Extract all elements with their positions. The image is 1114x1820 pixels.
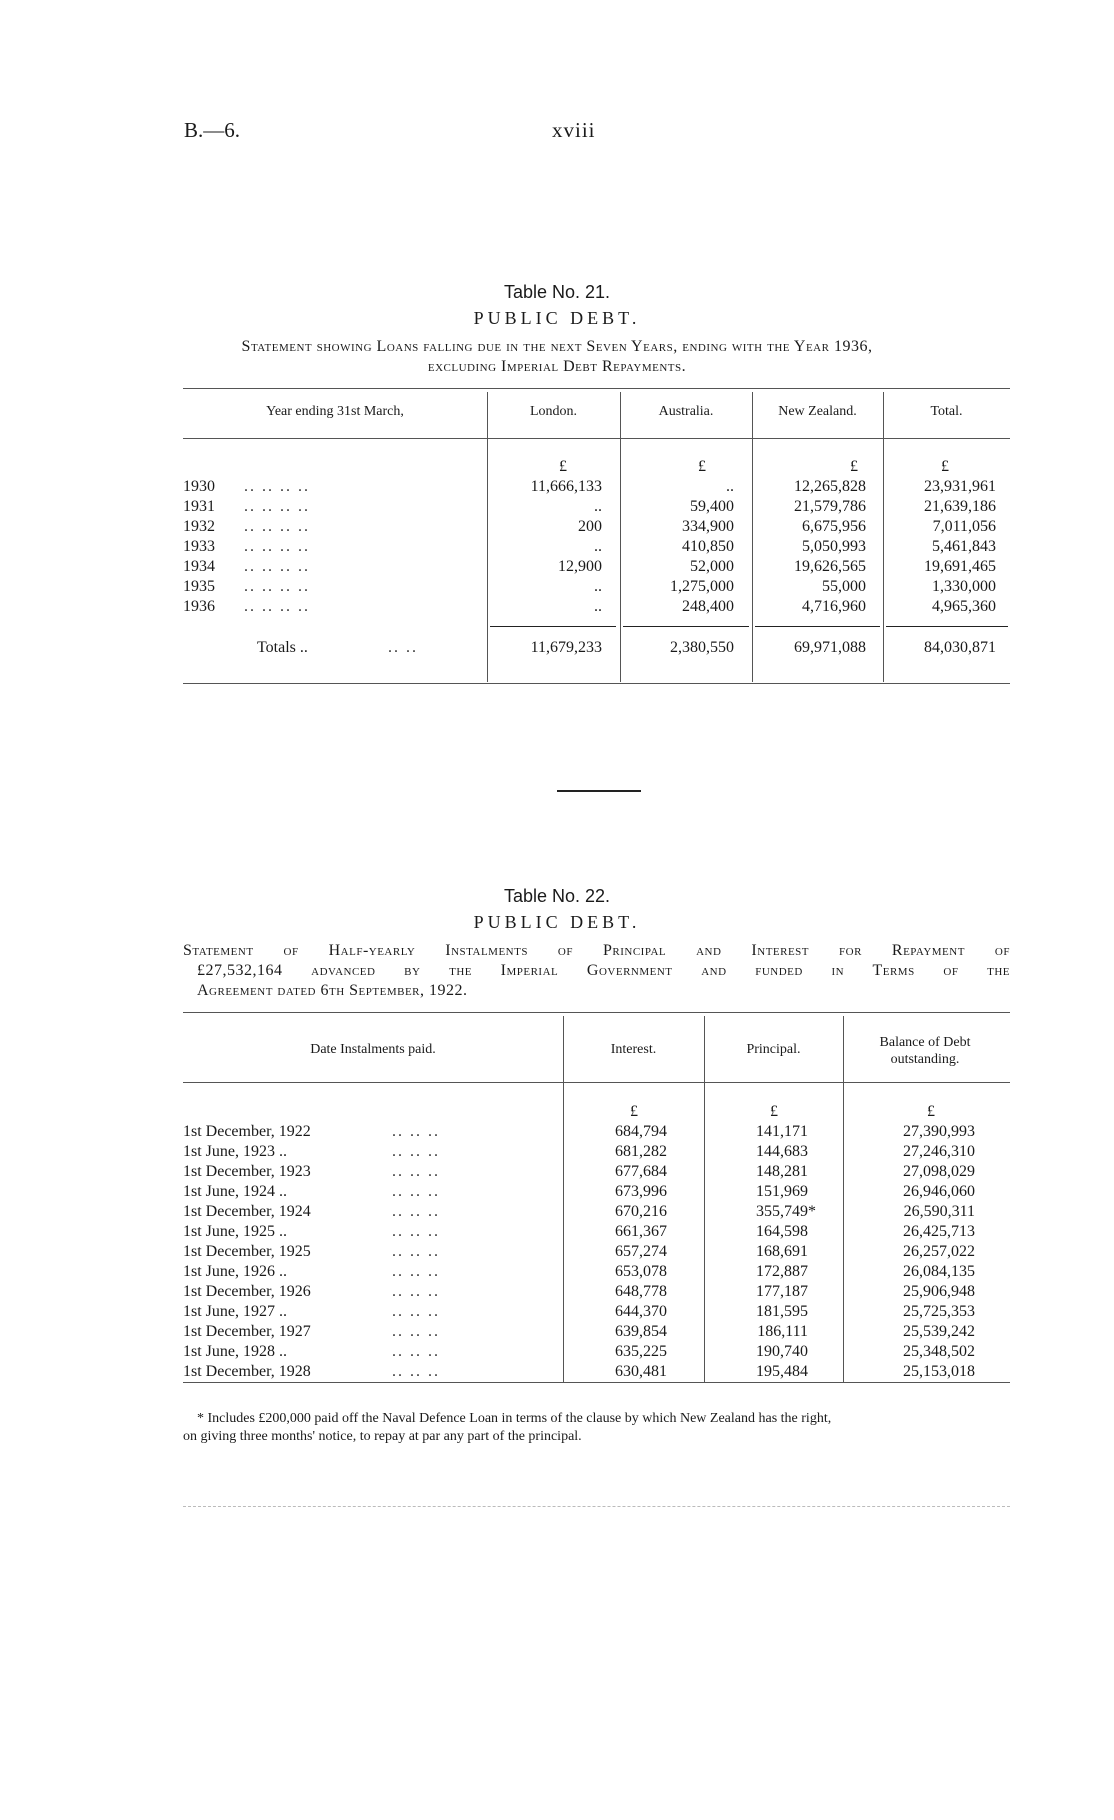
balance-value: 25,348,502 [903, 1343, 975, 1360]
total-separator [490, 626, 616, 627]
nz-value: 55,000 [822, 578, 866, 595]
principal-value: 186,111 [757, 1323, 808, 1340]
page-bottom-rule [183, 1506, 1010, 1507]
currency-symbol: £ [941, 458, 949, 475]
principal-value: 355,749* [756, 1203, 816, 1220]
table-22-header-balance: Balance of Debt outstanding. [879, 1035, 971, 1067]
principal-value: 195,484 [756, 1363, 808, 1380]
interest-value: 661,367 [615, 1223, 667, 1240]
instalment-date: 1st June, 1925 .. [183, 1223, 287, 1240]
total-value: 21,639,186 [924, 498, 996, 515]
interest-value: 684,794 [615, 1123, 667, 1140]
table-22-header-rule [183, 1082, 1010, 1083]
table-21-number: Table No. 21. [503, 282, 611, 302]
leader-dots: .. .. .. [392, 1263, 440, 1280]
currency-symbol: £ [850, 458, 858, 475]
interest-value: 635,225 [615, 1343, 667, 1360]
table-21-caption-2: excluding Imperial Debt Repayments. [427, 358, 687, 375]
balance-value: 25,539,242 [903, 1323, 975, 1340]
balance-value: 26,257,022 [903, 1243, 975, 1260]
total-value: 23,931,961 [924, 478, 996, 495]
interest-value: 657,274 [615, 1243, 667, 1260]
principal-value: 141,171 [756, 1123, 808, 1140]
interest-value: 673,996 [615, 1183, 667, 1200]
balance-value: 27,246,310 [903, 1143, 975, 1160]
interest-value: 681,282 [615, 1143, 667, 1160]
australia-value: 59,400 [690, 498, 734, 515]
leader-dots: .. .. .. [392, 1163, 440, 1180]
principal-value: 190,740 [756, 1343, 808, 1360]
footnote-line-2: on giving three months' notice, to repay at par any part of the principal. [183, 1429, 582, 1444]
nz-value: 5,050,993 [802, 538, 866, 555]
leader-dots: .. .. .. .. [244, 498, 310, 515]
leader-dots: .. .. .. [392, 1323, 440, 1340]
instalment-date: 1st December, 1924 [183, 1203, 311, 1220]
total-value: 7,011,056 [932, 518, 996, 535]
total-value: 19,691,465 [924, 558, 996, 575]
principal-value: 172,887 [756, 1263, 808, 1280]
year: 1933 [183, 538, 215, 555]
interest-value: 653,078 [615, 1263, 667, 1280]
instalment-date: 1st June, 1926 .. [183, 1263, 287, 1280]
instalment-date: 1st June, 1928 .. [183, 1343, 287, 1360]
currency-symbol: £ [559, 458, 567, 475]
australia-value: 410,850 [682, 538, 734, 555]
section-divider [557, 790, 641, 792]
table-21-header-london: London. [529, 404, 578, 419]
total-value: 5,461,843 [932, 538, 996, 555]
table-21-bottom-rule [183, 683, 1010, 684]
leader-dots: .. .. .. .. [244, 518, 310, 535]
interest-value: 670,216 [615, 1203, 667, 1220]
balance-value: 26,084,135 [903, 1263, 975, 1280]
balance-value: 27,390,993 [903, 1123, 975, 1140]
nz-value: 6,675,956 [802, 518, 866, 535]
leader-dots: .. .. [388, 639, 418, 656]
instalment-date: 1st December, 1928 [183, 1363, 311, 1380]
balance-value: 26,590,311 [903, 1203, 975, 1220]
principal-value: 177,187 [756, 1283, 808, 1300]
london-value: .. [594, 498, 602, 515]
leader-dots: .. .. .. [392, 1363, 440, 1380]
table-21-header-rule [183, 438, 1010, 439]
principal-value: 164,598 [756, 1223, 808, 1240]
london-value: 11,666,133 [530, 478, 602, 495]
total-value: 4,965,360 [932, 598, 996, 615]
footnote-line-1: * Includes £200,000 paid off the Naval Defence Loan in terms of the clause by which New Zealand has the right, [197, 1411, 832, 1426]
year: 1932 [183, 518, 215, 535]
australia-value: 52,000 [690, 558, 734, 575]
table-21-header-australia: Australia. [658, 404, 714, 419]
australia-value: 334,900 [682, 518, 734, 535]
leader-dots: .. .. .. [392, 1203, 440, 1220]
year: 1931 [183, 498, 215, 515]
australia-value: 1,275,000 [670, 578, 734, 595]
table-22-header-principal: Principal. [746, 1042, 801, 1057]
interest-value: 639,854 [615, 1323, 667, 1340]
leader-dots: .. .. .. .. [244, 538, 310, 555]
leader-dots: .. .. .. [392, 1243, 440, 1260]
london-value: .. [594, 538, 602, 555]
table-22-number: Table No. 22. [503, 886, 611, 906]
table-22-caption-1: Statement of Half-yearly Instalments of Principal and Interest for Repayment of [183, 942, 1010, 959]
leader-dots: .. .. .. [392, 1183, 440, 1200]
table-21-header-year: Year ending 31st March, [266, 404, 404, 419]
nz-value: 12,265,828 [794, 478, 866, 495]
australia-total: 2,380,550 [670, 639, 734, 656]
grand-total: 84,030,871 [924, 639, 996, 656]
leader-dots: .. .. .. .. [244, 478, 310, 495]
table-22-caption-3: Agreement dated 6th September, 1922. [197, 982, 468, 999]
nz-total: 69,971,088 [794, 639, 866, 656]
leader-dots: .. .. .. .. [244, 598, 310, 615]
balance-value: 26,946,060 [903, 1183, 975, 1200]
page-number: xviii [552, 118, 596, 142]
principal-value: 181,595 [756, 1303, 808, 1320]
instalment-date: 1st December, 1922 [183, 1123, 311, 1140]
balance-value: 25,725,353 [903, 1303, 975, 1320]
instalment-date: 1st December, 1926 [183, 1283, 311, 1300]
leader-dots: .. .. .. [392, 1303, 440, 1320]
totals-label: Totals .. [257, 639, 308, 656]
total-separator [755, 626, 880, 627]
leader-dots: .. .. .. [392, 1223, 440, 1240]
table-22-header-date: Date Instalments paid. [310, 1042, 436, 1057]
interest-value: 677,684 [615, 1163, 667, 1180]
leader-dots: .. .. .. [392, 1143, 440, 1160]
total-separator [886, 626, 1008, 627]
leader-dots: .. .. .. .. [244, 558, 310, 575]
nz-value: 21,579,786 [794, 498, 866, 515]
australia-value: 248,400 [682, 598, 734, 615]
leader-dots: .. .. .. [392, 1283, 440, 1300]
interest-value: 630,481 [615, 1363, 667, 1380]
principal-value: 168,691 [756, 1243, 808, 1260]
table-21-header-total: Total. [930, 404, 963, 419]
currency-symbol: £ [927, 1103, 935, 1120]
currency-symbol: £ [770, 1103, 778, 1120]
leader-dots: .. .. .. [392, 1343, 440, 1360]
balance-value: 25,153,018 [903, 1363, 975, 1380]
instalment-date: 1st June, 1927 .. [183, 1303, 287, 1320]
year: 1930 [183, 478, 215, 495]
year: 1934 [183, 558, 215, 575]
leader-dots: .. .. .. .. [244, 578, 310, 595]
currency-symbol: £ [698, 458, 706, 475]
nz-value: 4,716,960 [802, 598, 866, 615]
london-value: .. [594, 598, 602, 615]
table-21-title: PUBLIC DEBT. [473, 308, 641, 328]
london-total: 11,679,233 [530, 639, 602, 656]
interest-value: 644,370 [615, 1303, 667, 1320]
table-22-caption-2: £27,532,164 advanced by the Imperial Government and funded in Terms of the [197, 962, 1010, 979]
currency-symbol: £ [630, 1103, 638, 1120]
table-22-top-rule [183, 1012, 1010, 1013]
page-reference: B.—6. [184, 118, 241, 142]
balance-value: 27,098,029 [903, 1163, 975, 1180]
london-value: .. [594, 578, 602, 595]
table-21-header-nz: New Zealand. [778, 404, 857, 419]
table-21-top-rule [183, 388, 1010, 389]
australia-value: .. [726, 478, 734, 495]
year: 1936 [183, 598, 215, 615]
table-22-header-interest: Interest. [610, 1042, 657, 1057]
instalment-date: 1st December, 1925 [183, 1243, 311, 1260]
instalment-date: 1st June, 1923 .. [183, 1143, 287, 1160]
london-value: 200 [578, 518, 602, 535]
year: 1935 [183, 578, 215, 595]
table-22-title: PUBLIC DEBT. [473, 912, 641, 932]
total-value: 1,330,000 [932, 578, 996, 595]
principal-value: 151,969 [756, 1183, 808, 1200]
table-21-caption-1: Statement showing Loans falling due in the next Seven Years, ending with the Year 1936, [241, 338, 873, 355]
interest-value: 648,778 [615, 1283, 667, 1300]
table-22-bottom-rule [183, 1382, 1010, 1383]
total-separator [623, 626, 749, 627]
principal-value: 144,683 [756, 1143, 808, 1160]
balance-value: 26,425,713 [903, 1223, 975, 1240]
leader-dots: .. .. .. [392, 1123, 440, 1140]
instalment-date: 1st December, 1923 [183, 1163, 311, 1180]
balance-value: 25,906,948 [903, 1283, 975, 1300]
instalment-date: 1st December, 1927 [183, 1323, 311, 1340]
nz-value: 19,626,565 [794, 558, 866, 575]
instalment-date: 1st June, 1924 .. [183, 1183, 287, 1200]
london-value: 12,900 [558, 558, 602, 575]
principal-value: 148,281 [756, 1163, 808, 1180]
